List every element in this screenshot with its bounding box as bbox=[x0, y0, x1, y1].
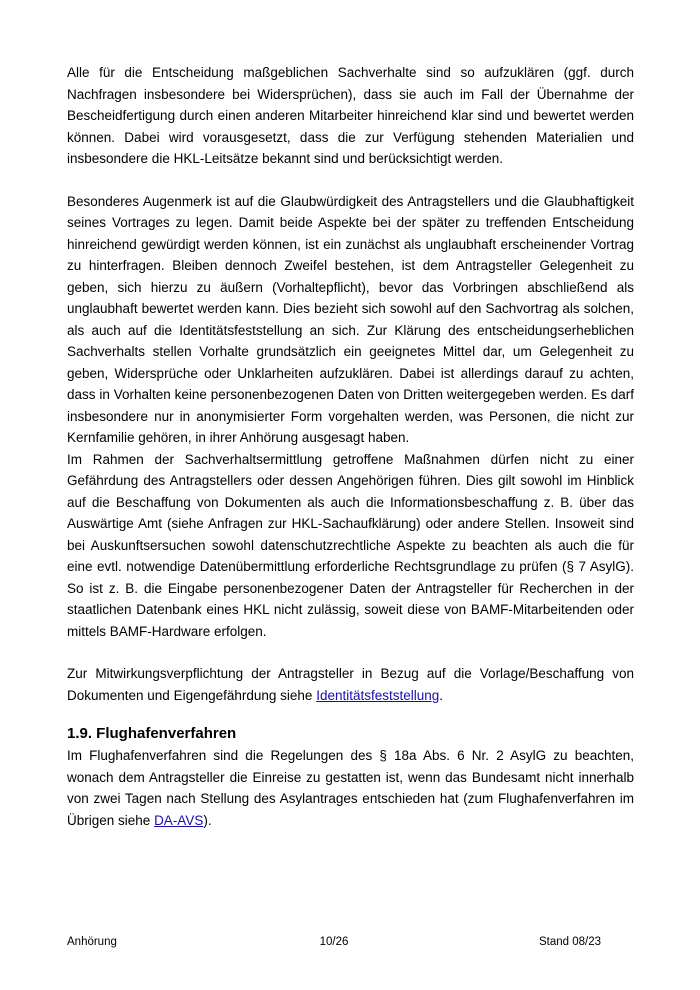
identitaetsfeststellung-link[interactable]: Identitätsfeststellung bbox=[316, 687, 440, 703]
page-number: 10/26 bbox=[319, 936, 349, 948]
footer-version: Stand 08/23 bbox=[538, 936, 601, 948]
flughafen-text: Im Flughafenverfahren sind die Regelungen des § 18a Abs. 6 Nr. 2 AsylG zu beachten, wonach dem Antragsteller die Einreise zu gestatten ist, wenn das Bundesamt nicht innerhalb von zwei Tagen nach Stellung des Asylantrages entschieden hat (zum Flughafenverfahren im Übrigen siehe bbox=[67, 748, 634, 828]
section-heading: 1.9. Flughafenverfahren bbox=[67, 725, 237, 742]
flughafen-end: ). bbox=[203, 812, 212, 828]
mitwirkung-end: . bbox=[439, 687, 444, 703]
document-body bbox=[67, 62, 634, 831]
paragraph-sachverhaltsermittlung: Im Rahmen der Sachverhaltsermittlung getroffene Maßnahmen dürfen nicht zu einer Gefährdung des Antragstellers oder dessen Angehörigen führen. Dies gilt sowohl im Hinblick auf die Beschaffung von Dokumenten als auch die Informationsbeschaffung z. B. über das Auswärtige Amt (siehe Anfragen zur HKL-Sachaufklärung) oder andere Stellen. Insoweit sind bei Auskunftsersuchen sowohl datenschutzrechtliche Aspekte zu beachten als auch die für eine evtl. notwendige Datenübermittlung erforderliche Rechtsgrundlage zu prüfen (§ 7 AsylG). So ist z. B. die Eingabe personenbezogener Daten der Antragsteller für Recherchen in der staatlichen Datenbank eines HKL nicht zulässig, soweit diese von BAMF-Mitarbeitenden oder mittels BAMF-Hardware erfolgen. bbox=[67, 451, 634, 639]
footer-section-title: Anhörung bbox=[67, 936, 117, 948]
paragraph-mitwirkung bbox=[67, 663, 634, 706]
paragraph-sachverhalte: Alle für die Entscheidung maßgeblichen Sachverhalte sind so aufzuklären (ggf. durch Nachfragen insbesondere bei Widersprüchen), dass sie auch im Fall der Übernahme der Bescheidfertigung durch einen anderen Mitarbeiter hinreichend klar sind und bewertet werden können. Dabei wird vorausgesetzt, dass die zur Verfügung stehenden Materialien und insbesondere die HKL-Leitsätze bekannt sind und berücksichtigt werden. bbox=[67, 65, 634, 166]
mitwirkung-text: Zur Mitwirkungsverpflichtung der Antragsteller in Bezug auf die Vorlage/Beschaffung von Dokumenten und Eigengefährdung siehe bbox=[67, 666, 634, 703]
paragraph-flughafenverfahren bbox=[67, 745, 634, 831]
da-avs-link[interactable]: DA-AVS bbox=[154, 812, 204, 828]
paragraph-glaubwuerdigkeit: Besonderes Augenmerk ist auf die Glaubwürdigkeit des Antragstellers und die Glaubhaftigkeit seines Vortrages zu legen. Damit beide Aspekte bei der später zu treffenden Entscheidung hinreichend gewürdigt werden können, ist ein zunächst als unglaubhaft erscheinender Vortrag zu hinterfragen. Bleiben dennoch Zweifel bestehen, ist dem Antragsteller Gelegenheit zu geben, sich hierzu zu äußern (Vorhaltepflicht), bevor das Vorbringen abschließend als unglaubhaft bewertet werden kann. Dies bezieht sich sowohl auf den Sachvortrag als solchen, als auch auf die Identitätsfeststellung an sich. Zur Klärung des entscheidungserheblichen Sachverhalts stellen Vorhalte grundsätzlich ein geeignetes Mittel dar, um Gelegenheit zu geben, Widersprüche oder Unklarheiten aufzuklären. Dabei ist allerdings darauf zu achten, dass in Vorhalten keine personenbezogenen Daten von Dritten weitergegeben werden. Es darf insbesondere nur in anonymisierter Form vorgehalten werden, was Personen, die nicht zur Kernfamilie gehören, in ihrer Anhörung ausgesagt haben. bbox=[67, 193, 634, 445]
page-footer bbox=[67, 936, 601, 952]
